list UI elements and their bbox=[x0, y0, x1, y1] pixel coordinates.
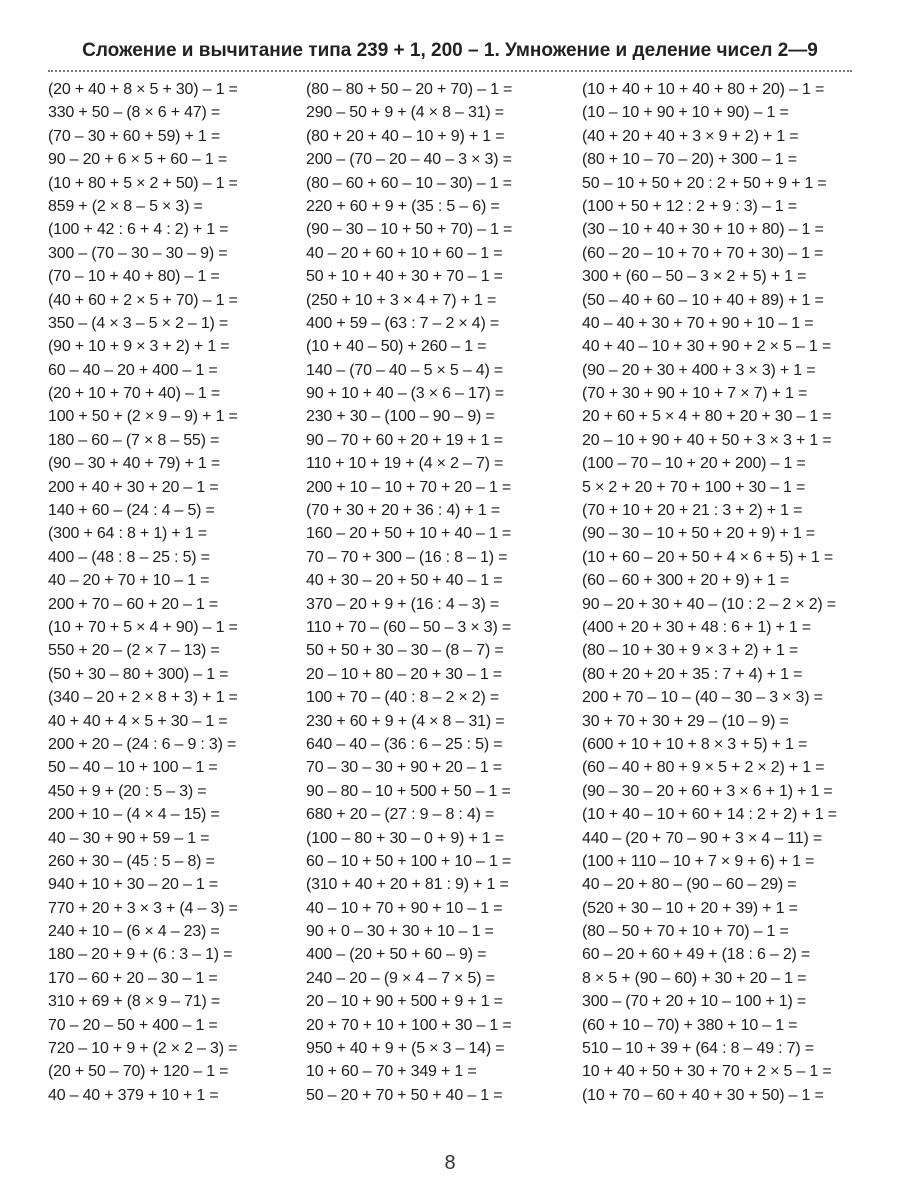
exercise-item: 180 – 60 – (7 × 8 – 55) = bbox=[48, 431, 220, 449]
exercise-item: 90 – 20 + 30 + 40 – (10 : 2 – 2 × 2) = bbox=[582, 595, 836, 613]
exercise-item: 300 + (60 – 50 – 3 × 2 + 5) + 1 = bbox=[582, 268, 807, 286]
exercise-item: (70 + 30 + 90 + 10 + 7 × 7) + 1 = bbox=[582, 385, 808, 403]
exercise-item: 200 + 10 – 10 + 70 + 20 – 1 = bbox=[306, 478, 512, 496]
exercise-item: 5 × 2 + 20 + 70 + 100 + 30 – 1 = bbox=[582, 478, 806, 496]
exercise-item: 50 – 40 – 10 + 100 – 1 = bbox=[48, 759, 218, 777]
exercise-item: (80 + 10 – 70 – 20) + 300 – 1 = bbox=[582, 151, 797, 169]
exercise-item: (300 + 64 : 8 + 1) + 1 = bbox=[48, 525, 207, 543]
exercise-item: 40 + 30 – 20 + 50 + 40 – 1 = bbox=[306, 572, 503, 590]
exercise-item: (80 + 20 + 40 – 10 + 9) + 1 = bbox=[306, 127, 505, 145]
exercise-item: 60 – 20 + 60 + 49 + (18 : 6 – 2) = bbox=[582, 946, 811, 964]
exercise-column-2 bbox=[306, 78, 512, 1107]
exercise-item: 20 – 10 + 90 + 500 + 9 + 1 = bbox=[306, 993, 503, 1011]
exercise-item: (20 + 50 – 70) + 120 – 1 = bbox=[48, 1063, 229, 1081]
exercise-item: 40 – 40 + 30 + 70 + 90 + 10 – 1 = bbox=[582, 314, 814, 332]
exercise-item: 680 + 20 – (27 : 9 – 8 : 4) = bbox=[306, 806, 495, 824]
exercise-item: 20 + 70 + 10 + 100 + 30 – 1 = bbox=[306, 1016, 512, 1034]
exercise-item: (10 + 40 – 10 + 60 + 14 : 2 + 2) + 1 = bbox=[582, 806, 837, 824]
exercise-item: (60 – 60 + 300 + 20 + 9) + 1 = bbox=[582, 572, 790, 590]
exercise-item: 950 + 40 + 9 + (5 × 3 – 14) = bbox=[306, 1040, 505, 1058]
exercise-item: (400 + 20 + 30 + 48 : 6 + 1) + 1 = bbox=[582, 618, 811, 636]
exercise-item: 240 + 10 – (6 × 4 – 23) = bbox=[48, 923, 220, 941]
exercise-item: (60 + 10 – 70) + 380 + 10 – 1 = bbox=[582, 1016, 798, 1034]
exercise-item: (90 – 30 – 10 + 50 + 20 + 9) + 1 = bbox=[582, 525, 815, 543]
exercise-item: 230 + 60 + 9 + (4 × 8 – 31) = bbox=[306, 712, 505, 730]
exercise-item: 510 – 10 + 39 + (64 : 8 – 49 : 7) = bbox=[582, 1040, 814, 1058]
exercise-item: 300 – (70 – 30 – 30 – 9) = bbox=[48, 244, 228, 262]
exercise-item: 50 – 20 + 70 + 50 + 40 – 1 = bbox=[306, 1086, 503, 1104]
exercise-item: (90 – 20 + 30 + 400 + 3 × 3) + 1 = bbox=[582, 361, 816, 379]
exercise-item: (90 + 10 + 9 × 3 + 2) + 1 = bbox=[48, 338, 230, 356]
exercise-item: 70 – 20 – 50 + 400 – 1 = bbox=[48, 1016, 218, 1034]
exercise-item: 400 – (20 + 50 + 60 – 9) = bbox=[306, 946, 487, 964]
exercise-item: 859 + (2 × 8 – 5 × 3) = bbox=[48, 197, 203, 215]
exercise-item: 90 – 80 – 10 + 500 + 50 – 1 = bbox=[306, 782, 511, 800]
exercise-item: 200 + 70 – 60 + 20 – 1 = bbox=[48, 595, 219, 613]
exercise-item: 220 + 60 + 9 + (35 : 5 – 6) = bbox=[306, 197, 500, 215]
exercise-item: 180 – 20 + 9 + (6 : 3 – 1) = bbox=[48, 946, 233, 964]
exercise-item: 230 + 30 – (100 – 90 – 9) = bbox=[306, 408, 495, 426]
exercise-item: 40 – 20 + 70 + 10 – 1 = bbox=[48, 572, 210, 590]
exercise-item: 310 + 69 + (8 × 9 – 71) = bbox=[48, 993, 221, 1011]
exercise-item: (10 + 40 + 10 + 40 + 80 + 20) – 1 = bbox=[582, 81, 825, 98]
exercise-item: 40 – 20 + 60 + 10 + 60 – 1 = bbox=[306, 244, 503, 262]
exercise-item: 440 – (20 + 70 – 90 + 3 × 4 – 11) = bbox=[582, 829, 823, 847]
exercise-item: 170 – 60 + 20 – 30 – 1 = bbox=[48, 969, 218, 987]
exercise-column-1 bbox=[48, 78, 238, 1107]
exercise-item: 50 + 50 + 30 – 30 – (8 – 7) = bbox=[306, 642, 504, 660]
exercise-item: 100 + 50 + (2 × 9 – 9) + 1 = bbox=[48, 408, 238, 426]
exercise-item: (10 – 10 + 90 + 10 + 90) – 1 = bbox=[582, 104, 789, 122]
exercise-item: (310 + 40 + 20 + 81 : 9) + 1 = bbox=[306, 876, 509, 894]
exercise-item: 200 – (70 – 20 – 40 – 3 × 3) = bbox=[306, 151, 512, 169]
exercise-item: 200 + 70 – 10 – (40 – 30 – 3 × 3) = bbox=[582, 689, 823, 707]
exercise-item: 140 + 60 – (24 : 4 – 5) = bbox=[48, 502, 215, 520]
exercise-item: (90 – 30 – 20 + 60 + 3 × 6 + 1) + 1 = bbox=[582, 782, 833, 800]
exercise-item: (60 – 20 – 10 + 70 + 70 + 30) – 1 = bbox=[582, 244, 824, 262]
exercise-item: (70 + 30 + 20 + 36 : 4) + 1 = bbox=[306, 502, 500, 520]
exercise-item: 160 – 20 + 50 + 10 + 40 – 1 = bbox=[306, 525, 512, 543]
exercise-item: 8 × 5 + (90 – 60) + 30 + 20 – 1 = bbox=[582, 969, 807, 987]
exercise-item: (340 – 20 + 2 × 8 + 3) + 1 = bbox=[48, 689, 238, 707]
exercise-item: (10 + 70 + 5 × 4 + 90) – 1 = bbox=[48, 618, 238, 636]
exercise-item: (20 + 10 + 70 + 40) – 1 = bbox=[48, 385, 221, 403]
exercise-item: 200 + 10 – (4 × 4 – 15) = bbox=[48, 806, 220, 824]
exercise-item: (90 – 30 + 40 + 79) + 1 = bbox=[48, 455, 221, 473]
exercise-item: (80 + 20 + 20 + 35 : 7 + 4) + 1 = bbox=[582, 665, 803, 683]
exercise-item: (70 – 30 + 60 + 59) + 1 = bbox=[48, 127, 221, 145]
exercise-item: 70 – 30 – 30 + 90 + 20 – 1 = bbox=[306, 759, 502, 777]
exercise-item: (40 + 20 + 40 + 3 × 9 + 2) + 1 = bbox=[582, 127, 799, 145]
exercise-item: 330 + 50 – (8 × 6 + 47) = bbox=[48, 104, 221, 122]
exercise-item: 400 – (48 : 8 – 25 : 5) = bbox=[48, 548, 210, 566]
exercise-item: 40 + 40 + 4 × 5 + 30 – 1 = bbox=[48, 712, 228, 730]
exercise-item: (80 – 50 + 70 + 10 + 70) – 1 = bbox=[582, 923, 789, 941]
exercise-item: 940 + 10 + 30 – 20 – 1 = bbox=[48, 876, 219, 894]
exercise-item: (50 + 30 – 80 + 300) – 1 = bbox=[48, 665, 229, 683]
exercise-item: 90 – 20 + 6 × 5 + 60 – 1 = bbox=[48, 151, 227, 169]
exercise-item: (600 + 10 + 10 + 8 × 3 + 5) + 1 = bbox=[582, 735, 808, 753]
exercise-item: (100 + 42 : 6 + 4 : 2) + 1 = bbox=[48, 221, 229, 239]
exercise-item: 60 – 40 – 20 + 400 – 1 = bbox=[48, 361, 218, 379]
exercise-item: (100 – 80 + 30 – 0 + 9) + 1 = bbox=[306, 829, 504, 847]
exercise-item: 640 – 40 – (36 : 6 – 25 : 5) = bbox=[306, 735, 503, 753]
exercise-item: (90 – 30 – 10 + 50 + 70) – 1 = bbox=[306, 221, 513, 239]
exercise-item: 400 + 59 – (63 : 7 – 2 × 4) = bbox=[306, 314, 500, 332]
exercise-item: (100 – 70 – 10 + 20 + 200) – 1 = bbox=[582, 455, 806, 473]
exercise-item: 90 + 0 – 30 + 30 + 10 – 1 = bbox=[306, 923, 494, 941]
exercise-item: (40 + 60 + 2 × 5 + 70) – 1 = bbox=[48, 291, 238, 309]
exercise-item: 40 – 10 + 70 + 90 + 10 – 1 = bbox=[306, 899, 503, 917]
exercise-item: (100 + 110 – 10 + 7 × 9 + 6) + 1 = bbox=[582, 852, 815, 870]
exercise-item: 20 – 10 + 80 – 20 + 30 – 1 = bbox=[306, 665, 502, 683]
exercise-item: (80 – 10 + 30 + 9 × 3 + 2) + 1 = bbox=[582, 642, 798, 660]
exercise-item: (60 – 40 + 80 + 9 × 5 + 2 × 2) + 1 = bbox=[582, 759, 825, 777]
exercise-item: 70 – 70 + 300 – (16 : 8 – 1) = bbox=[306, 548, 508, 566]
page-title: Сложение и вычитание типа 239 + 1, 200 – 1. Умножение и деление чисел 2—9 bbox=[82, 40, 818, 61]
exercise-item: 60 – 10 + 50 + 100 + 10 – 1 = bbox=[306, 852, 512, 870]
exercise-item: 720 – 10 + 9 + (2 × 2 – 3) = bbox=[48, 1040, 238, 1058]
exercise-item: (250 + 10 + 3 × 4 + 7) + 1 = bbox=[306, 291, 497, 309]
exercise-column-3 bbox=[582, 78, 837, 1107]
exercise-item: 200 + 40 + 30 + 20 – 1 = bbox=[48, 478, 219, 496]
exercise-item: (100 + 50 + 12 : 2 + 9 : 3) – 1 = bbox=[582, 197, 797, 215]
title-divider bbox=[48, 70, 852, 72]
exercise-item: 200 + 20 – (24 : 6 – 9 : 3) = bbox=[48, 735, 237, 753]
exercise-item: 20 – 10 + 90 + 40 + 50 + 3 × 3 + 1 = bbox=[582, 431, 832, 449]
exercise-item: (70 – 10 + 40 + 80) – 1 = bbox=[48, 268, 220, 286]
exercise-item: 290 – 50 + 9 + (4 × 8 – 31) = bbox=[306, 104, 504, 122]
exercise-item: 90 + 10 + 40 – (3 × 6 – 17) = bbox=[306, 385, 504, 403]
page-number: 8 bbox=[444, 1152, 456, 1174]
exercise-item: (70 + 10 + 20 + 21 : 3 + 2) + 1 = bbox=[582, 502, 803, 520]
exercise-item: 260 + 30 – (45 : 5 – 8) = bbox=[48, 852, 215, 870]
exercise-item: 770 + 20 + 3 × 3 + (4 – 3) = bbox=[48, 899, 238, 917]
exercise-item: 140 – (70 – 40 – 5 × 5 – 4) = bbox=[306, 361, 504, 379]
exercise-item: (80 – 80 + 50 – 20 + 70) – 1 = bbox=[306, 81, 513, 98]
exercise-item: 370 – 20 + 9 + (16 : 4 – 3) = bbox=[306, 595, 500, 613]
exercise-item: 40 – 20 + 80 – (90 – 60 – 29) = bbox=[582, 876, 797, 894]
exercise-item: 50 – 10 + 50 + 20 : 2 + 50 + 9 + 1 = bbox=[582, 174, 827, 192]
exercise-item: (20 + 40 + 8 × 5 + 30) – 1 = bbox=[48, 81, 238, 98]
exercise-item: 550 + 20 – (2 × 7 – 13) = bbox=[48, 642, 220, 660]
exercise-item: (80 – 60 + 60 – 10 – 30) – 1 = bbox=[306, 174, 512, 192]
exercise-item: (10 + 70 – 60 + 40 + 30 + 50) – 1 = bbox=[582, 1086, 824, 1104]
exercise-item: 10 + 40 + 50 + 30 + 70 + 2 × 5 – 1 = bbox=[582, 1063, 832, 1081]
exercise-item: 240 – 20 – (9 × 4 – 7 × 5) = bbox=[306, 969, 495, 987]
exercise-item: 20 + 60 + 5 × 4 + 80 + 20 + 30 – 1 = bbox=[582, 408, 832, 426]
exercise-item: 90 – 70 + 60 + 20 + 19 + 1 = bbox=[306, 431, 503, 449]
exercise-item: 110 + 70 – (60 – 50 – 3 × 3) = bbox=[306, 618, 511, 636]
exercise-item: 450 + 9 + (20 : 5 – 3) = bbox=[48, 782, 207, 800]
exercise-item: 100 + 70 – (40 : 8 – 2 × 2) = bbox=[306, 689, 500, 707]
exercise-item: (50 – 40 + 60 – 10 + 40 + 89) + 1 = bbox=[582, 291, 824, 309]
exercise-item: 110 + 10 + 19 + (4 × 2 – 7) = bbox=[306, 455, 504, 473]
exercise-item: (30 – 10 + 40 + 30 + 10 + 80) – 1 = bbox=[582, 221, 824, 239]
exercise-item: 350 – (4 × 3 – 5 × 2 – 1) = bbox=[48, 314, 229, 332]
exercise-item: (10 + 40 – 50) + 260 – 1 = bbox=[306, 338, 487, 356]
exercise-item: 40 – 30 + 90 + 59 – 1 = bbox=[48, 829, 210, 847]
exercise-item: 40 – 40 + 379 + 10 + 1 = bbox=[48, 1086, 219, 1104]
exercise-item: 10 + 60 – 70 + 349 + 1 = bbox=[306, 1063, 477, 1081]
exercise-item: 30 + 70 + 30 + 29 – (10 – 9) = bbox=[582, 712, 789, 730]
exercise-item: 300 – (70 + 20 + 10 – 100 + 1) = bbox=[582, 993, 807, 1011]
exercise-item: (10 + 80 + 5 × 2 + 50) – 1 = bbox=[48, 174, 238, 192]
exercise-item: (520 + 30 – 10 + 20 + 39) + 1 = bbox=[582, 899, 798, 917]
exercise-item: 50 + 10 + 40 + 30 + 70 – 1 = bbox=[306, 268, 503, 286]
exercise-item: (10 + 60 – 20 + 50 + 4 × 6 + 5) + 1 = bbox=[582, 548, 834, 566]
exercise-item: 40 + 40 – 10 + 30 + 90 + 2 × 5 – 1 = bbox=[582, 338, 832, 356]
